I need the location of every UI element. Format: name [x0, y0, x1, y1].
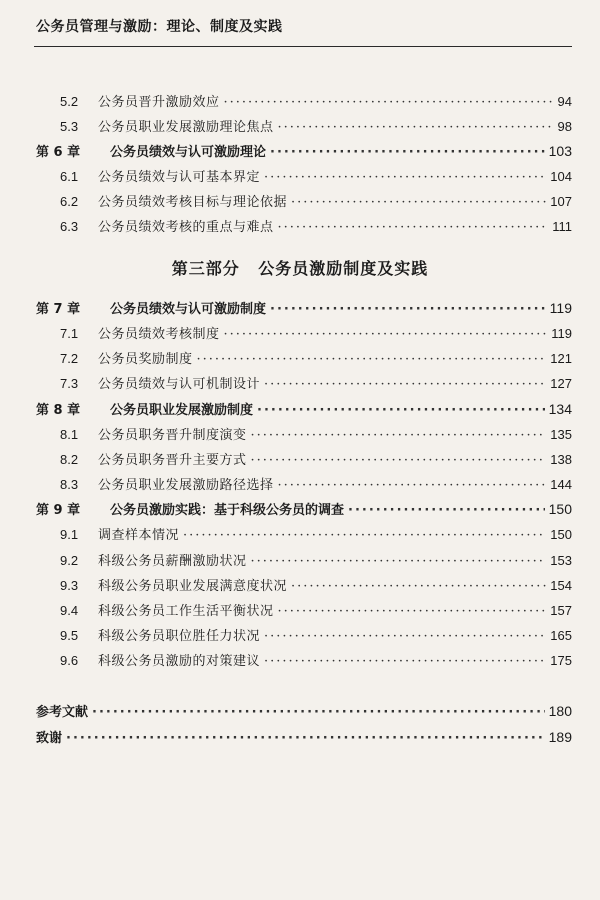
leader-dots — [278, 478, 547, 493]
toc-entry-number: 7.3 — [60, 376, 79, 391]
toc-entry-number: 9.6 — [60, 653, 79, 668]
toc-entry-page: 127 — [550, 376, 572, 391]
toc-entry-title: 科级公务员薪酬激励状况 — [98, 554, 247, 569]
toc-entry-title: 公务员绩效考核目标与理论依据 — [98, 195, 288, 210]
leader-dots — [264, 654, 546, 669]
toc-entry-title: 科级公务员工作生活平衡状况 — [98, 604, 274, 619]
leader-dots — [270, 145, 545, 160]
running-header: 公务员管理与激励：理论、制度及实践 — [36, 19, 283, 35]
leader-dots — [224, 327, 548, 342]
leader-dots — [183, 528, 546, 543]
toc-chapter-number: 第 8 章 — [36, 403, 81, 418]
toc-entry-title: 调查样本情况 — [98, 528, 180, 543]
toc-chapter-page: 119 — [549, 300, 572, 316]
toc-entry-9-1[interactable] — [60, 524, 572, 544]
toc-entry-page: 121 — [550, 351, 572, 366]
toc-entry-7-2[interactable] — [60, 348, 572, 368]
toc-entry-title: 公务员职务晋升制度演变 — [98, 428, 247, 443]
toc-entry-number: 8.1 — [60, 427, 79, 442]
toc-entry-page: 94 — [557, 94, 572, 109]
toc-entry-number: 5.3 — [60, 119, 79, 134]
toc-backmatter-title: 致谢 — [36, 731, 63, 746]
leader-dots — [278, 120, 554, 135]
toc-entry-page: 98 — [557, 119, 572, 134]
toc-entry-title: 公务员绩效考核制度 — [98, 327, 220, 342]
toc-entry-page: 104 — [550, 169, 572, 184]
leader-dots — [264, 377, 546, 392]
leader-dots — [257, 403, 545, 418]
toc-entry-number: 6.3 — [60, 219, 79, 234]
toc-entry-number: 9.3 — [60, 578, 79, 593]
toc-entry-title: 公务员绩效与认可机制设计 — [98, 377, 261, 392]
toc-entry-9-2[interactable] — [60, 550, 572, 570]
toc-entry-number: 7.2 — [60, 351, 79, 366]
toc-entry-page: 119 — [551, 326, 572, 341]
toc-acknowledgements[interactable] — [36, 727, 572, 747]
toc-entry-9-5[interactable] — [60, 625, 572, 645]
toc-chapter-title: 公务员绩效与认可激励制度 — [110, 302, 267, 317]
toc-chapter-page: 150 — [548, 501, 572, 517]
toc-chapter-page: 134 — [548, 401, 572, 417]
leader-dots — [278, 604, 547, 619]
toc-entry-7-1[interactable] — [60, 323, 572, 343]
toc-backmatter-page: 189 — [548, 729, 572, 745]
leader-dots — [264, 170, 546, 185]
toc-entry-page: 153 — [550, 553, 572, 568]
toc-entry-title: 科级公务员激励的对策建议 — [98, 654, 261, 669]
toc-entry-number: 9.5 — [60, 628, 79, 643]
toc-entry-number: 5.2 — [60, 94, 79, 109]
toc-entry-title: 科级公务员职位胜任力状况 — [98, 629, 261, 644]
toc-entry-number: 9.1 — [60, 527, 79, 542]
part-heading — [0, 256, 600, 279]
toc-entry-title: 公务员绩效考核的重点与难点 — [98, 220, 274, 235]
toc-entry-title: 公务员绩效与认可基本界定 — [98, 170, 261, 185]
toc-entry-page: 157 — [550, 603, 572, 618]
toc-references[interactable] — [36, 701, 572, 721]
part-title: 公务员激励制度及实践 — [258, 259, 429, 278]
toc-chapter-9[interactable] — [36, 499, 572, 519]
leader-dots — [278, 220, 549, 235]
toc-entry-page: 111 — [552, 219, 572, 234]
toc-entry-5-2[interactable] — [60, 91, 572, 111]
toc-entry-title: 科级公务员职业发展满意度状况 — [98, 579, 288, 594]
leader-dots — [224, 95, 554, 110]
toc-entry-page: 138 — [550, 452, 572, 467]
toc-chapter-number: 第 6 章 — [36, 145, 81, 160]
toc-entry-6-3[interactable] — [60, 216, 572, 236]
toc-entry-title: 公务员晋升激励效应 — [98, 95, 220, 110]
toc-entry-page: 154 — [550, 578, 572, 593]
leader-dots — [251, 554, 547, 569]
toc-entry-number: 6.1 — [60, 169, 79, 184]
toc-chapter-number: 第 9 章 — [36, 503, 81, 518]
toc-entry-number: 6.2 — [60, 194, 79, 209]
toc-entry-page: 135 — [550, 427, 572, 442]
toc-entry-page: 175 — [550, 653, 572, 668]
toc-entry-page: 165 — [550, 628, 572, 643]
leader-dots — [66, 731, 545, 746]
toc-chapter-title: 公务员职业发展激励制度 — [110, 403, 254, 418]
toc-entry-6-2[interactable] — [60, 191, 572, 211]
toc-entry-number: 8.3 — [60, 477, 79, 492]
toc-chapter-8[interactable] — [36, 399, 572, 419]
toc-chapter-6[interactable] — [36, 141, 572, 161]
toc-entry-5-3[interactable] — [60, 116, 572, 136]
toc-entry-page: 144 — [550, 477, 572, 492]
part-number: 第三部分 — [171, 259, 240, 278]
leader-dots — [348, 503, 545, 518]
leader-dots — [92, 705, 545, 720]
toc-entry-title: 公务员职业发展激励路径选择 — [98, 478, 274, 493]
header-rule — [34, 46, 572, 47]
toc-entry-title: 公务员职业发展激励理论焦点 — [98, 120, 274, 135]
toc-entry-9-4[interactable] — [60, 600, 572, 620]
leader-dots — [197, 352, 547, 367]
toc-entry-9-6[interactable] — [60, 650, 572, 670]
toc-entry-8-3[interactable] — [60, 474, 572, 494]
toc-entry-page: 150 — [550, 527, 572, 542]
leader-dots — [270, 302, 546, 317]
toc-entry-number: 7.1 — [60, 326, 79, 341]
toc-entry-number: 9.2 — [60, 553, 79, 568]
toc-entry-7-3[interactable] — [60, 373, 572, 393]
toc-entry-number: 8.2 — [60, 452, 79, 467]
toc-entry-6-1[interactable] — [60, 166, 572, 186]
leader-dots — [251, 428, 547, 443]
toc-entry-8-2[interactable] — [60, 449, 572, 469]
toc-chapter-title: 公务员激励实践：基于科级公务员的调查 — [110, 503, 345, 518]
toc-entry-number: 9.4 — [60, 603, 79, 618]
toc-entry-9-3[interactable] — [60, 575, 572, 595]
leader-dots — [291, 579, 546, 594]
toc-entry-title: 公务员职务晋升主要方式 — [98, 453, 247, 468]
toc-backmatter-page: 180 — [548, 703, 572, 719]
toc-chapter-title: 公务员绩效与认可激励理论 — [110, 145, 267, 160]
leader-dots — [264, 629, 546, 644]
leader-dots — [251, 453, 547, 468]
toc-chapter-7[interactable] — [36, 298, 572, 318]
toc-chapter-number: 第 7 章 — [36, 302, 81, 317]
toc-entry-8-1[interactable] — [60, 424, 572, 444]
toc-chapter-page: 103 — [548, 143, 572, 159]
toc-entry-page: 107 — [550, 194, 572, 209]
toc-entry-title: 公务员奖励制度 — [98, 352, 193, 367]
leader-dots — [291, 195, 546, 210]
toc-backmatter-title: 参考文献 — [36, 705, 89, 720]
